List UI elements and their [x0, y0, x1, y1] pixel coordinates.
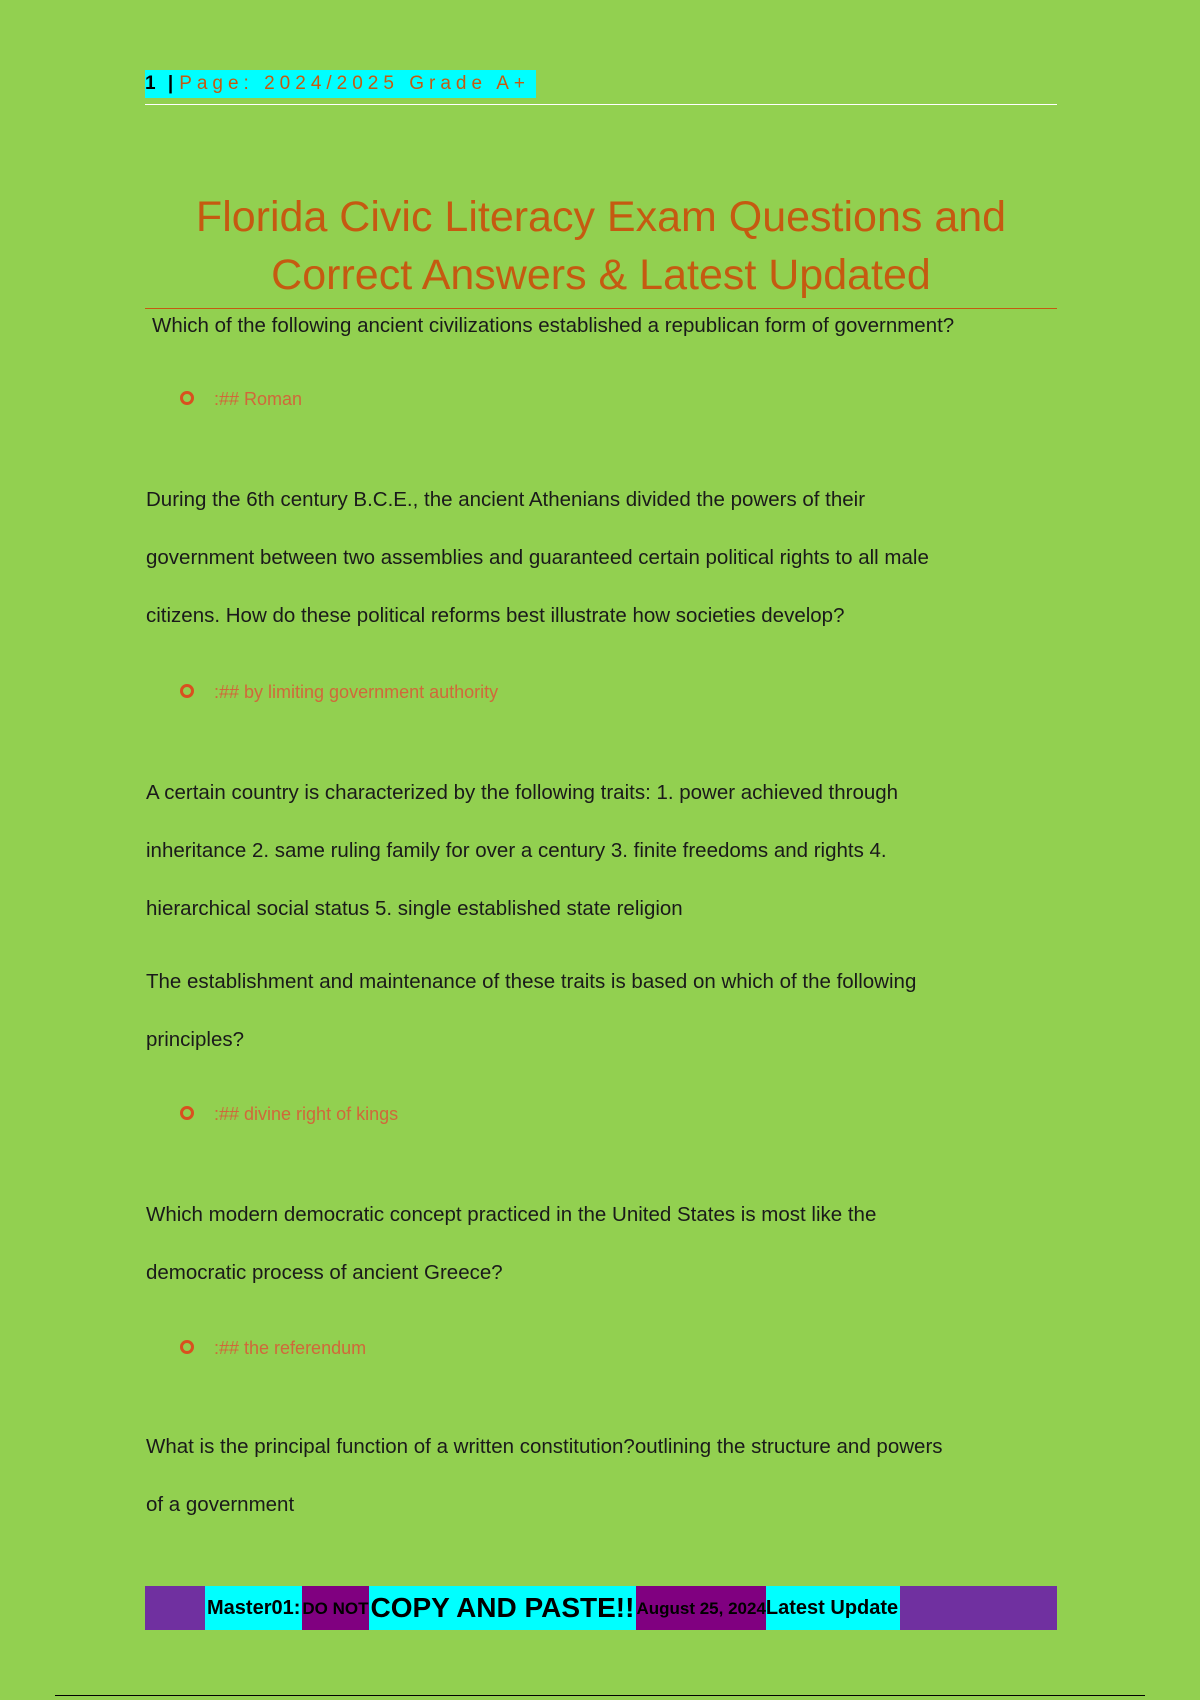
answer-2: [180, 680, 498, 704]
question-5-line-2: of a government: [146, 1493, 295, 1516]
answer-3-text: :## divine right of kings: [214, 1104, 399, 1124]
question-4: [146, 1186, 1046, 1302]
question-5: [146, 1418, 1046, 1534]
header-text: Page: 2024/2025 Grade A+: [179, 73, 531, 94]
footer-master: Master01:: [205, 1586, 302, 1630]
footer-banner-text: [205, 1586, 900, 1630]
header-highlight: [145, 70, 536, 98]
question-1-line-1: Which of the following ancient civilizations established a republican form of government?: [152, 314, 955, 337]
footer-latest-update: Latest Update: [766, 1586, 900, 1630]
answer-3: [180, 1102, 398, 1126]
question-2: [146, 471, 1046, 645]
footer-copy-warning: COPY AND PASTE!!: [369, 1586, 637, 1630]
title-line-2: Correct Answers & Latest Updated: [271, 251, 931, 299]
bullet-circle-icon: [180, 684, 194, 698]
answer-1-text: :## Roman: [214, 389, 303, 409]
question-3-continued: [146, 953, 1046, 1069]
question-4-line-1: Which modern democratic concept practiced in the United States is most like the: [146, 1203, 877, 1226]
footer-banner: [145, 1586, 1057, 1630]
question-2-line-1: During the 6th century B.C.E., the ancient Athenians divided the powers of their: [146, 488, 866, 511]
question-3-line-2: inheritance 2. same ruling family for over a century 3. finite freedoms and rights 4.: [146, 839, 887, 862]
question-2-line-2: government between two assemblies and guaranteed certain political rights to all male: [146, 546, 929, 569]
question-3-line-1: A certain country is characterized by the following traits: 1. power achieved through: [146, 781, 899, 804]
question-3: [146, 764, 1046, 938]
footer-do-not: DO NOT: [302, 1586, 368, 1630]
bullet-circle-icon: [180, 391, 194, 405]
document-title: [145, 188, 1057, 304]
question-4-line-2: democratic process of ancient Greece?: [146, 1261, 503, 1284]
title-underline: [145, 308, 1057, 309]
header-separator: |: [167, 73, 176, 94]
title-line-1: Florida Civic Literacy Exam Questions and: [195, 193, 1007, 241]
question-3-line-3: hierarchical social status 5. single established state religion: [146, 897, 683, 920]
bullet-circle-icon: [180, 1340, 194, 1354]
answer-2-text: :## by limiting government authority: [214, 682, 499, 702]
answer-4-text: :## the referendum: [214, 1338, 367, 1358]
bullet-circle-icon: [180, 1106, 194, 1120]
question-2-line-3: citizens. How do these political reforms best illustrate how societies develop?: [146, 604, 845, 627]
page-header: [145, 70, 1057, 105]
question-5-line-1: What is the principal function of a written constitution?outlining the structure and powers: [146, 1435, 943, 1458]
question-3-line-4: The establishment and maintenance of these traits is based on which of the following: [146, 970, 917, 993]
answer-4: [180, 1336, 366, 1360]
page-number: 1: [145, 73, 158, 94]
question-3-line-5: principles?: [146, 1028, 244, 1051]
answer-1: [180, 387, 302, 411]
bottom-divider: [55, 1695, 1145, 1696]
question-1: [152, 311, 1052, 341]
footer-date: August 25, 2024: [636, 1586, 765, 1630]
